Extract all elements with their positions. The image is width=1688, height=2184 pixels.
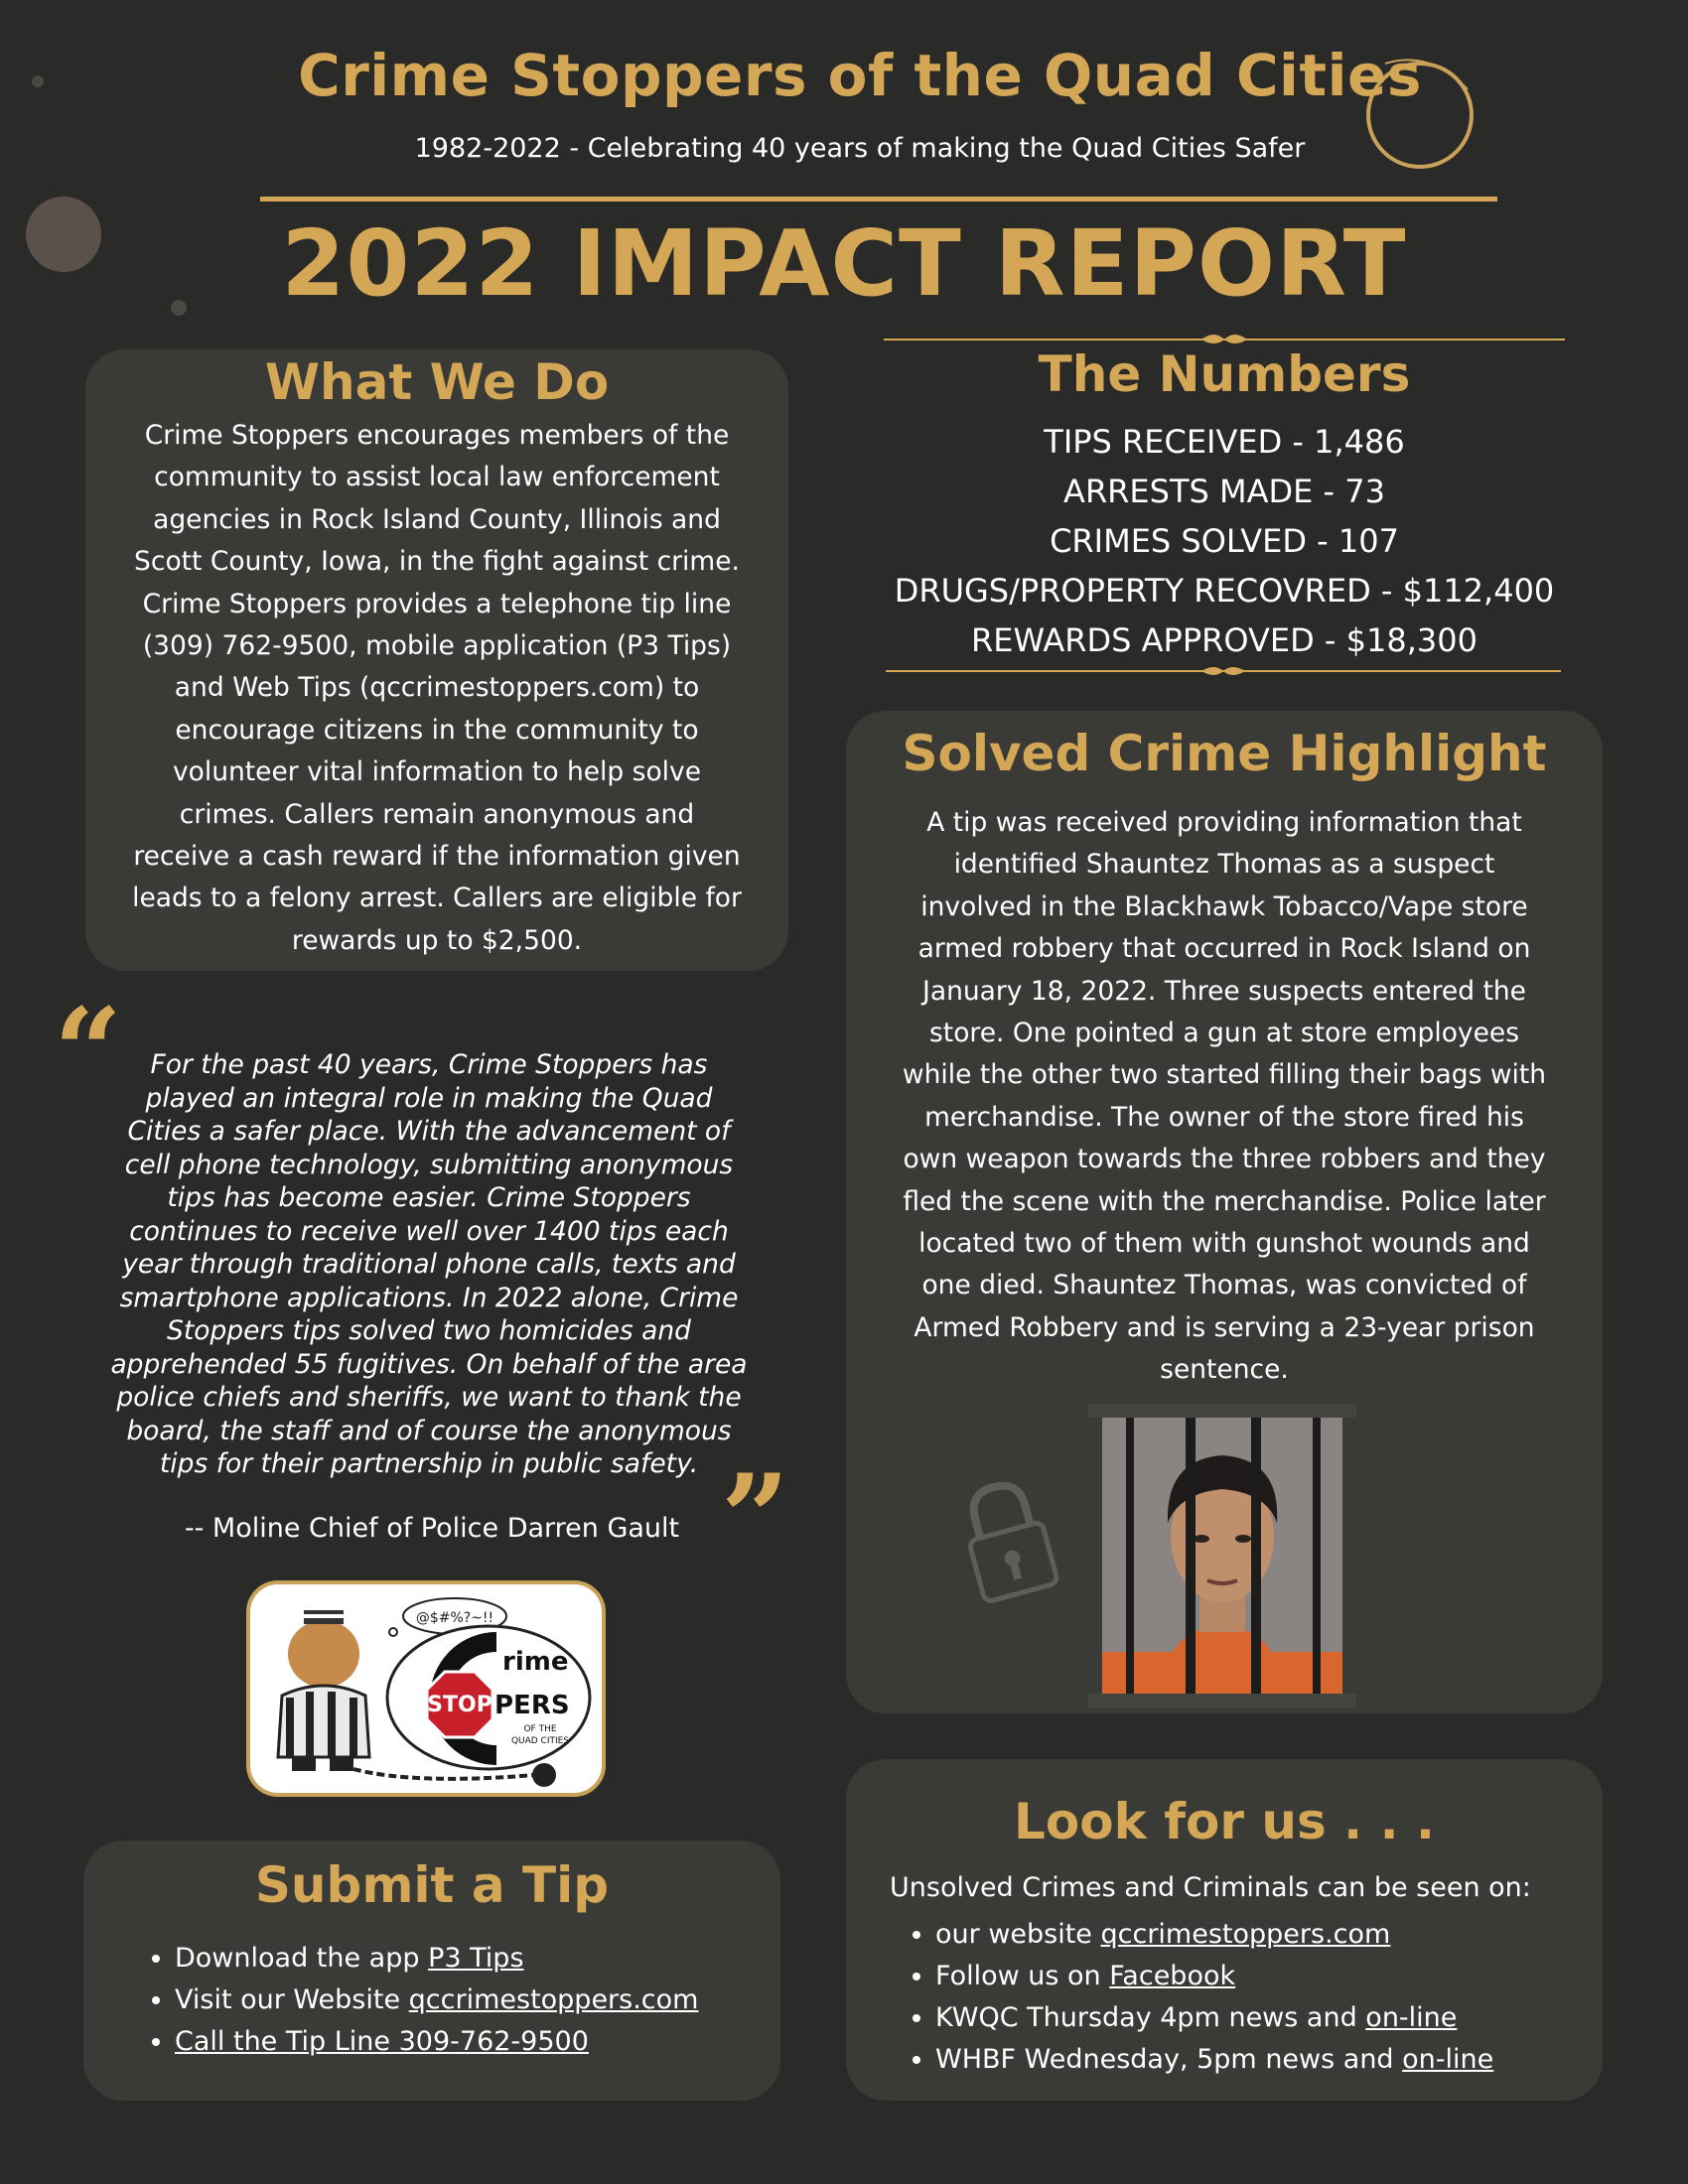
stat-rewards-approved: REWARDS APPROVED - $18,300: [971, 621, 1477, 659]
look-for-us-heading: Look for us . . .: [1014, 1793, 1435, 1850]
logo-quadcities-text: QUAD CITIES: [510, 1736, 570, 1746]
logo-rime-text: rime: [502, 1647, 569, 1677]
kwqc-online-link[interactable]: on-line: [1365, 2002, 1458, 2033]
numbers-heading: The Numbers: [1038, 345, 1411, 403]
open-quote-icon: “: [54, 982, 123, 1122]
what-we-do-heading: What We Do: [264, 353, 610, 411]
org-title: Crime Stoppers of the Quad Cities: [298, 42, 1422, 109]
submit-tip-list: [135, 1938, 698, 2063]
look-item-facebook: • Follow us on Facebook: [935, 1956, 1493, 1997]
p3-tips-link[interactable]: P3 Tips: [428, 1943, 524, 1974]
logo-ofthe-text: OF THE: [523, 1724, 557, 1734]
logo-stop-text: STOP: [427, 1693, 492, 1717]
stat-arrests-made: ARRESTS MADE - 73: [1063, 473, 1385, 510]
look-item-website: • our website qccrimestoppers.com: [935, 1914, 1493, 1956]
suspect-mugshot: [1082, 1404, 1362, 1707]
website-link[interactable]: qccrimestoppers.com: [408, 1984, 699, 2015]
stat-crimes-solved: CRIMES SOLVED - 107: [1050, 522, 1399, 560]
solved-crime-heading: Solved Crime Highlight: [902, 725, 1547, 782]
facebook-link[interactable]: Facebook: [1109, 1961, 1236, 1991]
logo-thought-text: @$#%?~!!: [415, 1610, 494, 1626]
submit-tip-heading: Submit a Tip: [254, 1856, 610, 1914]
solved-crime-text: A tip was received providing information that identified Shauntez Thomas as a suspect involved in the Blackhawk Tobacco/Vape store armed robbery that occurred in Rock Island on January 18, 2022. Three suspects entered the store. One pointed a gun at store employees while the other two started filling their bags with merchandise. The owner of the store fired his own weapon towards the three robbers and they fled the scene with the merchandise. Police later located two of them with gunshot wounds and one died. Shauntez Thomas, was convicted of Armed Robbery and is serving a 23-year prison sentence.: [902, 807, 1547, 1386]
look-website-link[interactable]: qccrimestoppers.com: [1100, 1919, 1391, 1950]
tip-item-app: • Download the app P3 Tips: [175, 1938, 698, 1979]
logo-pers-text: PERS: [494, 1691, 570, 1720]
solved-crime-card: [846, 711, 1603, 1713]
what-we-do-text: Crime Stoppers encourages members of the community to assist local law enforcement agencies in Rock Island County, Illinois and Scott County, Iowa, in the fight against crime. Crime Stoppers provides a telephone tip line (309) 762-9500, mobile application (P3 Tips) and Web Tips (qccrimestoppers.com) to encourage citizens in the community to volunteer vital information to help solve crimes. Callers remain anonymous and receive a cash reward if the information given leads to a felony arrest. Callers are eligible for rewards up to $2,500.: [132, 420, 742, 956]
org-subtitle: 1982-2022 - Celebrating 40 years of making the Quad Cities Safer: [414, 133, 1306, 164]
stat-property-recovered: DRUGS/PROPERTY RECOVRED - $112,400: [894, 572, 1555, 610]
look-for-us-list: [896, 1914, 1493, 2081]
stat-tips-received: TIPS RECEIVED - 1,486: [1044, 423, 1405, 461]
close-quote-icon: ”: [721, 1448, 790, 1588]
whbf-online-link[interactable]: on-line: [1402, 2044, 1494, 2075]
report-title: 2022 IMPACT REPORT: [281, 210, 1407, 317]
look-item-kwqc: • KWQC Thursday 4pm news and on-line: [935, 1997, 1493, 2039]
tip-line-link[interactable]: Call the Tip Line 309-762-9500: [175, 2026, 589, 2057]
numbers-ornament-bottom: [886, 663, 1561, 681]
look-for-us-card: [846, 1759, 1603, 2101]
chief-quote: For the past 40 years, Crime Stoppers has played an integral role in making the Quad Cities a safer place. With the advancement of cell phone technology, submitting anonymous tips has become easier. Crime Stoppers continues to receive well over 1400 tips each year through traditional phone calls, texts and smartphone applications. In 2022 alone, Crime Stoppers tips solved two homicides and apprehended 55 fugitives. On behalf of the area police chiefs and sheriffs, we want to thank the board, the staff and of course the anonymous tips for their partnership in public safety.: [110, 1049, 748, 1479]
header-rule: [260, 197, 1497, 202]
tip-item-website: • Visit our Website qccrimestoppers.com: [175, 1979, 698, 2021]
look-for-us-intro: Unsolved Crimes and Criminals can be seen on:: [890, 1872, 1531, 1903]
crime-stoppers-logo: [246, 1580, 606, 1797]
look-item-whbf: • WHBF Wednesday, 5pm news and on-line: [935, 2039, 1493, 2081]
numbers-list: [852, 417, 1597, 665]
quote-attribution: -- Moline Chief of Police Darren Gault: [184, 1513, 680, 1544]
what-we-do-card: [85, 349, 788, 971]
padlock-icon: [953, 1475, 1064, 1604]
submit-tip-card: [83, 1841, 780, 2101]
tip-item-phone: [175, 2021, 698, 2063]
